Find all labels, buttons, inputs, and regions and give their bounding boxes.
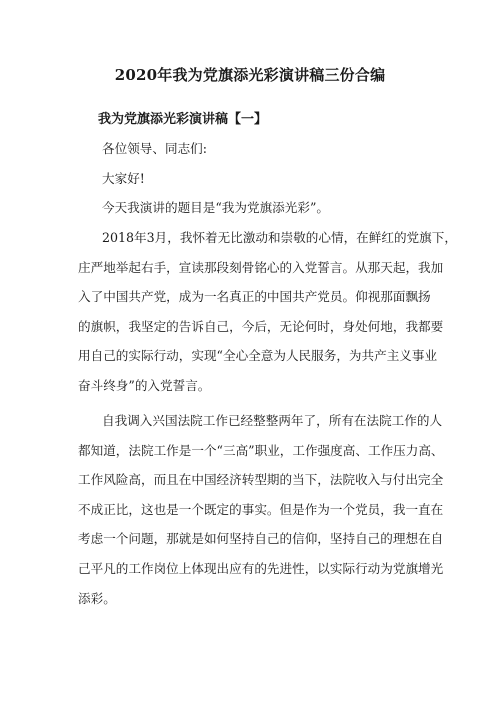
paragraph-line: 工作风险高，而且在中国经济转型期的当下，法院收入与付出完全 (78, 472, 444, 488)
paragraph-line: 不成正比，这也是一个既定的事实。但是作为一个党员，我一直在 (78, 501, 444, 517)
greeting-block (78, 134, 428, 223)
paragraph-line: 己平凡的工作岗位上体现出应有的先进性，以实际行动为党旗增光 (78, 560, 444, 576)
paragraph-line: 都知道，法院工作是一个“三高”职业，工作强度高、工作压力高、 (78, 442, 444, 458)
paragraph-line: 庄严地举起右手，宣读那段刻骨铭心的入党誓言。从那天起，我加 (78, 259, 444, 275)
paragraph-line: 奋斗终身”的入党誓言。 (78, 377, 211, 393)
paragraph-line: 添彩。 (78, 590, 116, 606)
document-title: 2020年我为党旗添光彩演讲稿三份合编 (114, 66, 386, 84)
salutation-line: 各位领导、同志们: (102, 141, 207, 156)
paragraph-line: 入了中国共产党，成为一名真正的中国共产党员。仰视那面飘扬 (78, 289, 431, 305)
paragraph-line: 用自己的实际行动，实现“全心全意为人民服务，为共产主义事业 (78, 348, 438, 364)
topic-line: 今天我演讲的题目是“我为党旗添光彩”。 (102, 200, 329, 216)
section-heading: 我为党旗添光彩演讲稿【一】 (98, 112, 268, 127)
paragraph-line: 2018年3月，我怀着无比激动和崇敬的心情，在鲜红的党旗下， (102, 230, 457, 245)
paragraph-line: 考虑一个问题，那就是如何坚持自己的信仰，坚持自己的理想在自 (78, 531, 444, 547)
paragraph-line: 自我调入兴国法院工作已经整整两年了，所有在法院工作的人 (102, 413, 443, 428)
greeting-line: 大家好! (102, 170, 145, 186)
paragraph-1 (78, 223, 457, 401)
paragraph-line: 的旗帜，我坚定的告诉自己，今后，无论何时，身处何地，我都要 (78, 318, 444, 334)
paragraph-2 (78, 406, 444, 613)
